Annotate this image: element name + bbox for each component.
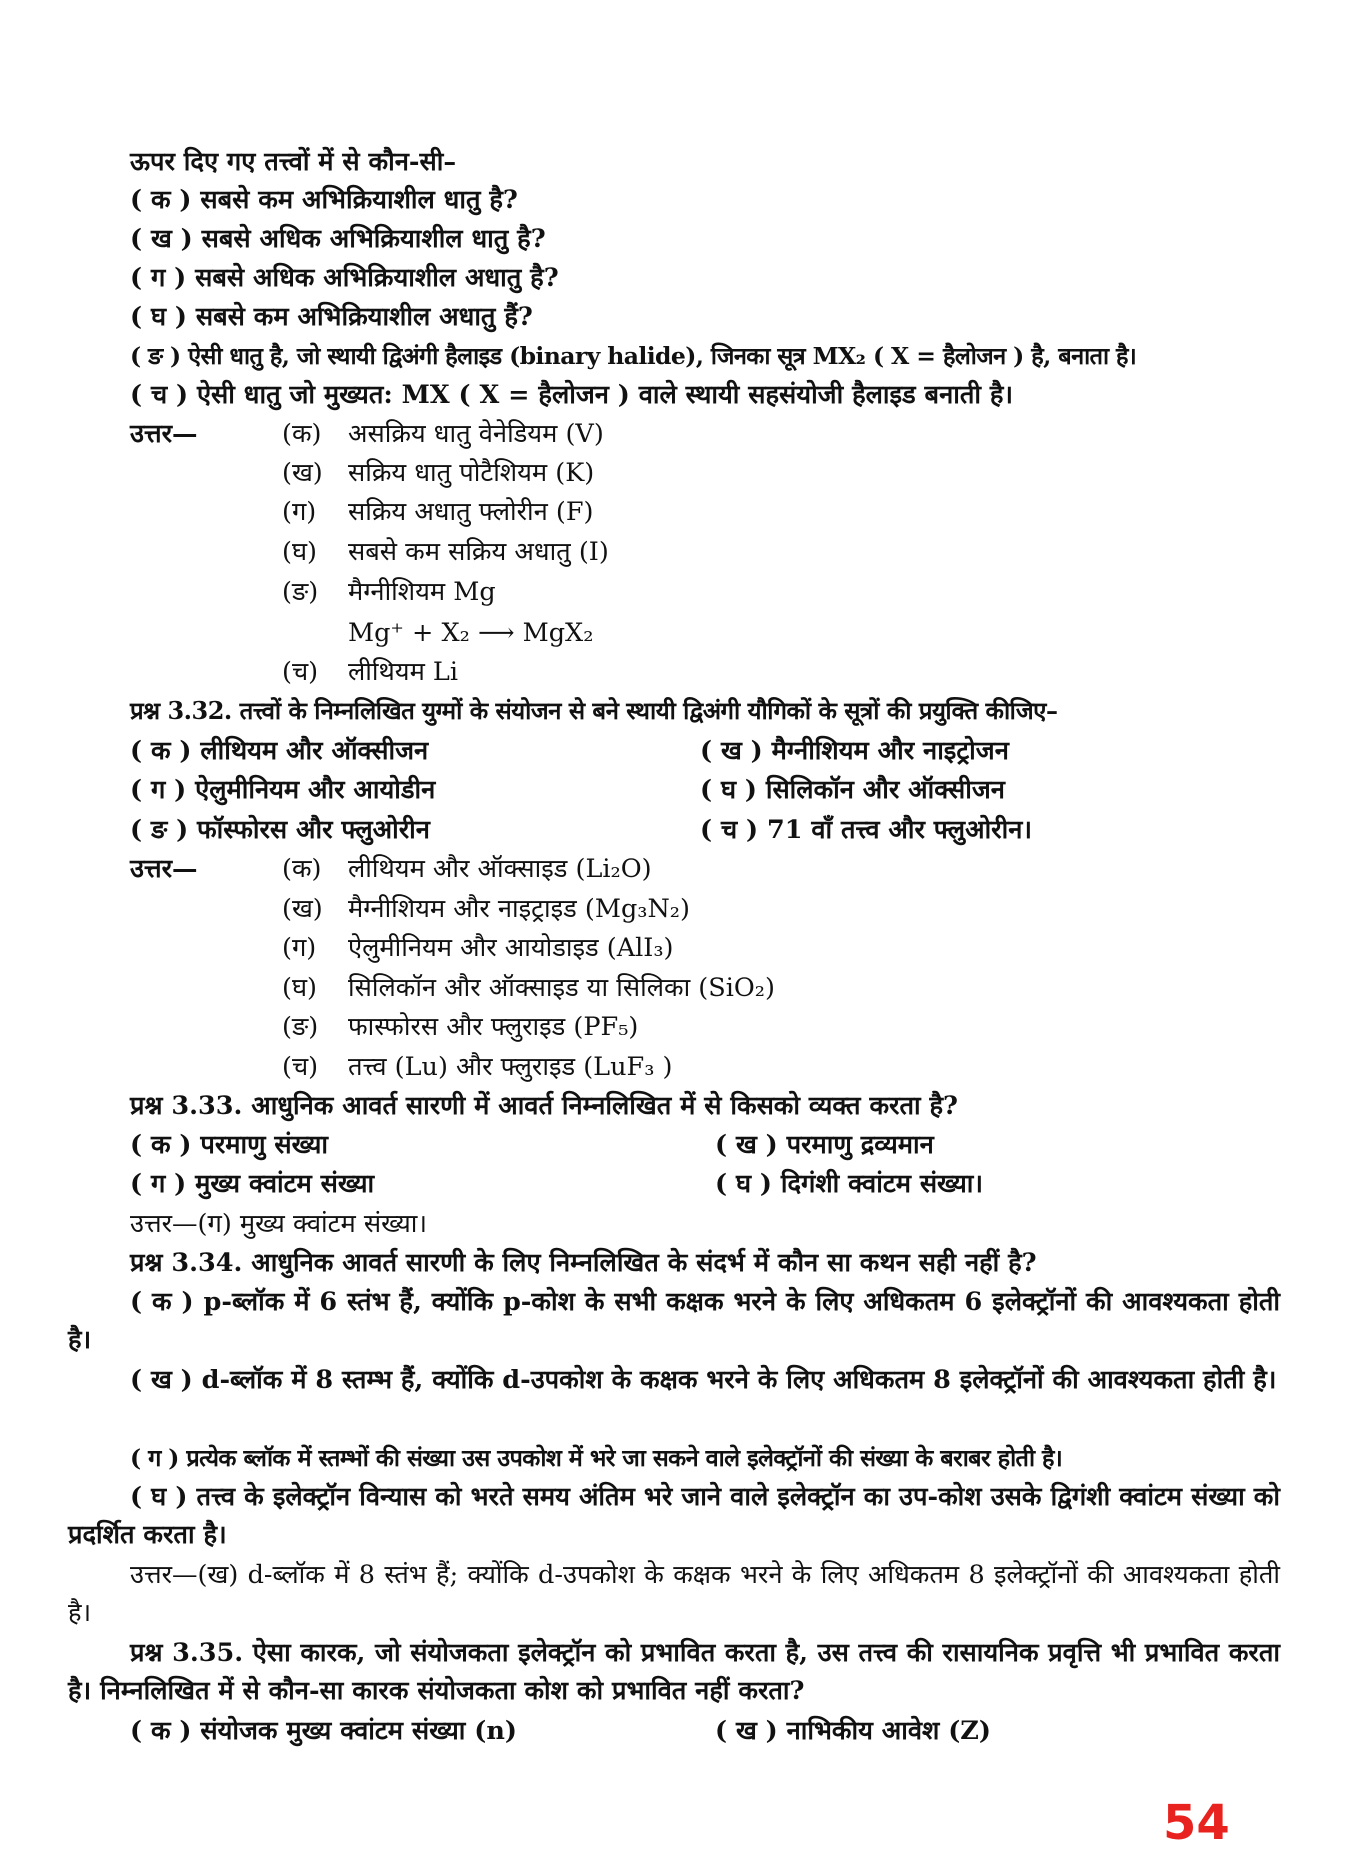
q31-answer-ka: असक्रिय धातु वेनेडियम (V) (348, 419, 604, 449)
q33-option-ga: ( ग ) मुख्य क्वांटम संख्या (130, 1169, 375, 1199)
q34-option-ga: ( ग ) प्रत्येक ब्लॉक में स्तम्भों की संख्या उस उपकोश में भरे जा सकने वाले इलेक्ट्रॉनों की संख्या के बराबर होती है। (130, 1444, 1063, 1472)
q31-answer-label-nga: (ङ) (282, 577, 319, 607)
answer-label-q32: उत्तर— (130, 854, 198, 884)
q31-answer-label-ga: (ग) (282, 497, 317, 527)
q31-option-ga: ( ग ) सबसे अधिक अभिक्रियाशील अधातु है? (130, 263, 559, 293)
q31-answer-label-gha: (घ) (282, 537, 317, 567)
q33-option-ka: ( क ) परमाणु संख्या (130, 1130, 328, 1160)
q32-answer-label-ka: (क) (282, 854, 322, 884)
q33-option-kha: ( ख ) परमाणु द्रव्यमान (715, 1130, 934, 1160)
q31-answer-label-cha: (च) (282, 657, 319, 687)
q31-answer-ga: सक्रिय अधातु फ्लोरीन (F) (348, 497, 594, 527)
q32-title: प्रश्न 3.32. तत्त्वों के निम्नलिखित युग्मों के संयोजन से बने स्थायी द्विअंगी यौगिकों के सूत्रों की प्रयुक्ति कीजिए– (130, 696, 1058, 725)
q34-option-ka: ( क ) p-ब्लॉक में 6 स्तंभ हैं, क्योंकि p-कोश के सभी कक्षक भरने के लिए अधिकतम 6 इलेक्ट्रॉनों की आवश्यकता होती है। (68, 1287, 1280, 1355)
q31-option-ka: ( क ) सबसे कम अभिक्रियाशील धातु है? (130, 185, 518, 215)
q33-answer: उत्तर—(ग) मुख्य क्वांटम संख्या। (130, 1209, 428, 1239)
q32-answer-label-gha: (घ) (282, 973, 317, 1003)
q32-option-ka: ( क ) लीथियम और ऑक्सीजन (130, 736, 429, 766)
q31-option-gha: ( घ ) सबसे कम अभिक्रियाशील अधातु हैं? (130, 302, 533, 332)
q32-answer-cha: तत्त्व (Lu) और फ्लुराइड (LuF₃ ) (348, 1052, 673, 1082)
q31-equation: Mg⁺ + X₂ ⟶ MgX₂ (348, 618, 594, 648)
q35-title: प्रश्न 3.35. ऐसा कारक, जो संयोजकता इलेक्ट्रॉन को प्रभावित करता है, उस तत्त्व की रासायनिक प्रवृत्ति भी प्रभावित करता है। निम्नलिखित में से कौन-सा कारक संयोजकता कोश को प्रभावित नहीं करता? (68, 1638, 1280, 1706)
q31-answer-label-kha: (ख) (282, 458, 323, 488)
q31-answer-nga: मैग्नीशियम Mg (348, 577, 496, 607)
q34-option-gha: ( घ ) तत्त्व के इलेक्ट्रॉन विन्यास को भरते समय अंतिम भरे जाने वाले इलेक्ट्रॉन का उप-कोश उसके द्विगंशी क्वांटम संख्या को प्रदर्शित करता है। (68, 1482, 1280, 1550)
q32-answer-label-ga: (ग) (282, 933, 317, 963)
q32-option-gha: ( घ ) सिलिकॉन और ऑक्सीजन (700, 775, 1005, 805)
q35-option-kha: ( ख ) नाभिकीय आवेश (Z) (715, 1716, 991, 1746)
q31-answer-gha: सबसे कम सक्रिय अधातु (I) (348, 537, 609, 567)
q32-answer-gha: सिलिकॉन और ऑक्साइड या सिलिका (SiO₂) (348, 973, 775, 1003)
answer-label: उत्तर— (130, 419, 198, 449)
q32-answer-ka: लीथियम और ऑक्साइड (Li₂O) (348, 854, 652, 884)
q34-option-kha: ( ख ) d-ब्लॉक में 8 स्तम्भ हैं, क्योंकि d-उपकोश के कक्षक भरने के लिए अधिकतम 8 इलेक्ट्रॉनों की आवश्यकता होती है। (130, 1365, 1277, 1395)
q32-answer-label-kha: (ख) (282, 894, 323, 924)
q33-title: प्रश्न 3.33. आधुनिक आवर्त सारणी में आवर्त निम्नलिखित में से किसको व्यक्त करता है? (130, 1091, 958, 1121)
q33-option-gha: ( घ ) दिगंशी क्वांटम संख्या। (715, 1169, 984, 1199)
q32-answer-ga: ऐलुमीनियम और आयोडाइड (AlI₃) (348, 933, 674, 963)
q32-answer-label-nga: (ङ) (282, 1012, 319, 1042)
q35-option-ka: ( क ) संयोजक मुख्य क्वांटम संख्या (n) (130, 1716, 517, 1746)
q32-option-ga: ( ग ) ऐलुमीनियम और आयोडीन (130, 775, 436, 805)
q32-answer-kha: मैग्नीशियम और नाइट्राइड (Mg₃N₂) (348, 894, 690, 924)
q34-answer: उत्तर—(ख) d-ब्लॉक में 8 स्तंभ हैं; क्योंकि d-उपकोश के कक्षक भरने के लिए अधिकतम 8 इलेक्ट्रॉनों की आवश्यकता होती है। (68, 1560, 1280, 1628)
q31-answer-label-ka: (क) (282, 419, 322, 449)
page-number: 54 (1163, 1795, 1230, 1851)
intro-text: ऊपर दिए गए तत्त्वों में से कौन-सी– (130, 147, 457, 177)
q31-option-kha: ( ख ) सबसे अधिक अभिक्रियाशील धातु है? (130, 224, 546, 254)
q32-answer-nga: फास्फोरस और फ्लुराइड (PF₅) (348, 1012, 639, 1042)
q32-option-cha: ( च ) 71 वाँ तत्त्व और फ्लुओरीन। (700, 815, 1033, 845)
q31-option-cha: ( च ) ऐसी धातु जो मुख्यत: MX ( X = हैलोजन ) वाले स्थायी सहसंयोजी हैलाइड बनाती है। (130, 380, 1014, 410)
q32-option-nga: ( ङ ) फॉस्फोरस और फ्लुओरीन (130, 815, 430, 845)
q34-title: प्रश्न 3.34. आधुनिक आवर्त सारणी के लिए निम्नलिखित के संदर्भ में कौन सा कथन सही नहीं है? (130, 1248, 1037, 1278)
q32-answer-label-cha: (च) (282, 1052, 319, 1082)
q31-option-nga: ( ङ ) ऐसी धातु है, जो स्थायी द्विअंगी हैलाइड (binary halide), जिनका सूत्र MX₂ ( X = हैलोजन ) है, बनाता है। (130, 342, 1137, 370)
q31-answer-cha: लीथियम Li (348, 657, 459, 687)
q32-option-kha: ( ख ) मैग्नीशियम और नाइट्रोजन (700, 736, 1009, 766)
q31-answer-kha: सक्रिय धातु पोटैशियम (K) (348, 458, 595, 488)
